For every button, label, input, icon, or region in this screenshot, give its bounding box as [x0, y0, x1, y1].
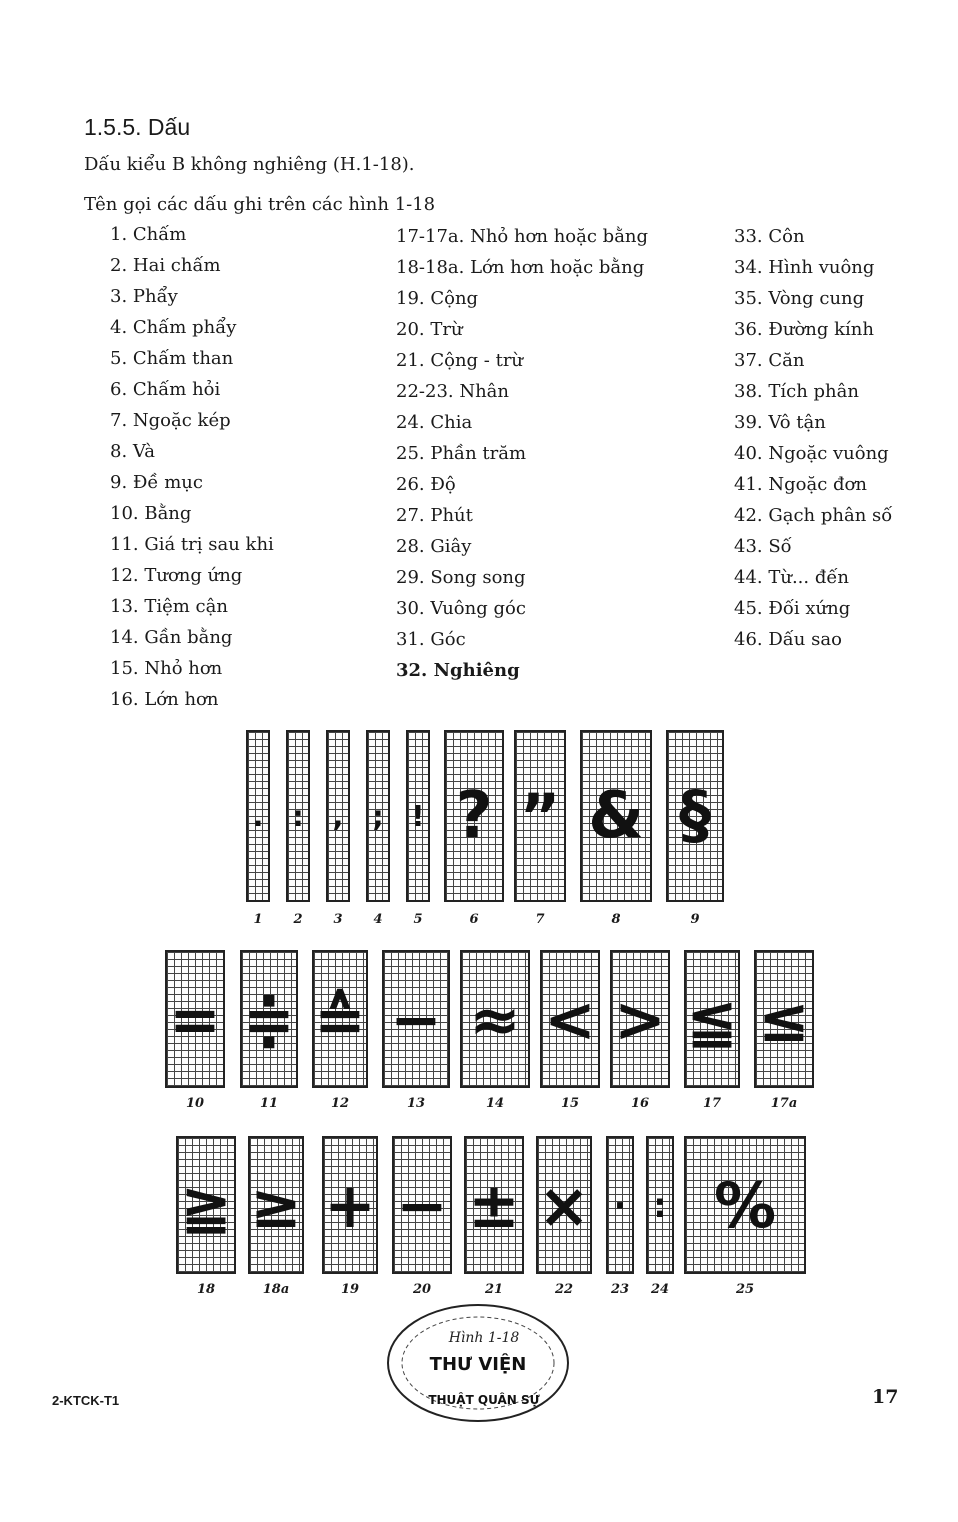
symbol-number-label: 6	[469, 912, 479, 927]
symbol-number-label: 20	[412, 1282, 432, 1297]
stamp-bottom-text: THUẬT QUÂN SỰ	[428, 1393, 540, 1407]
name-list-item: 18-18a. Lớn hơn hoặc bằng	[396, 257, 645, 278]
symbol-grid-cell	[754, 950, 814, 1088]
symbol-number-label: 8	[611, 912, 621, 927]
name-list-item: 34. Hình vuông	[734, 257, 875, 278]
stamp-figure-text: Hình 1-18	[448, 1330, 520, 1346]
symbol-number-label: 4	[373, 912, 383, 927]
name-list-item: 12. Tương ứng	[110, 565, 243, 586]
symbol-number-label: 12	[330, 1096, 350, 1111]
symbol-number-label: 21	[484, 1282, 504, 1297]
name-list-item: 30. Vuông góc	[396, 598, 526, 619]
name-list-item: 9. Đề mục	[110, 472, 203, 493]
symbol-grid-cell	[248, 1136, 304, 1274]
symbol-grid-cell	[684, 950, 740, 1088]
symbol-grid-cell	[366, 730, 390, 902]
name-list-item: 29. Song song	[396, 567, 526, 588]
symbol-number-label: 17	[702, 1096, 722, 1111]
symbol-grid-cell	[444, 730, 504, 902]
name-list-item: 19. Cộng	[396, 288, 479, 309]
name-list-item: 14. Gần bằng	[110, 627, 233, 648]
symbol-number-label: 10	[185, 1096, 205, 1111]
name-list-item: 15. Nhỏ hơn	[110, 658, 223, 679]
symbol-number-label: 18a	[262, 1282, 290, 1297]
symbol-glyph: ≈	[469, 982, 521, 1056]
symbol-grid-cell	[286, 730, 310, 902]
name-list-item: 17-17a. Nhỏ hơn hoặc bằng	[396, 226, 649, 247]
name-list-item: 44. Từ... đến	[734, 567, 850, 588]
symbol-grid-cell	[666, 730, 724, 902]
symbol-glyph: §	[679, 779, 711, 853]
name-list-item: 7. Ngoặc kép	[110, 410, 231, 431]
name-list-item: 5. Chấm than	[110, 348, 234, 369]
intro-line: Dấu kiểu B không nghiêng (H.1-18).	[84, 154, 415, 175]
symbol-grid-cell	[165, 950, 225, 1088]
name-list-item: 28. Giây	[396, 536, 472, 557]
symbol-number-label: 19	[340, 1282, 360, 1297]
symbol-number-label: 18	[196, 1282, 216, 1297]
symbol-grid-cell	[540, 950, 600, 1088]
symbol-glyph: ×	[538, 1168, 590, 1242]
symbol-grid-cell	[322, 1136, 378, 1274]
name-list-item: 6. Chấm hỏi	[110, 379, 221, 400]
stamp-library-text: THƯ VIỆN	[429, 1354, 527, 1375]
name-list-item: 24. Chia	[396, 412, 473, 433]
names-column-1	[110, 219, 274, 715]
symbol-glyph: ·	[613, 1185, 627, 1225]
name-list-item: 26. Độ	[396, 474, 456, 495]
symbol-grid-cell	[580, 730, 652, 902]
symbol-glyph: &	[588, 779, 644, 853]
symbol-grid-cell	[460, 950, 530, 1088]
symbol-number-label: 22	[554, 1282, 574, 1297]
name-list-item: 32. Nghiêng	[396, 660, 520, 681]
symbol-grid-cell	[464, 1136, 524, 1274]
footer-code: 2-KTCK-T1	[52, 1393, 120, 1408]
symbol-number-label: 16	[630, 1096, 650, 1111]
name-list-item: 3. Phẩy	[110, 286, 178, 307]
name-list-item: 4. Chấm phẩy	[110, 317, 237, 338]
symbol-grid-cell	[606, 1136, 634, 1274]
name-list-item: 31. Góc	[396, 629, 466, 650]
symbol-grid-cell	[326, 730, 350, 902]
name-list-item: 46. Dấu sao	[734, 629, 842, 650]
symbol-grid-cell	[684, 1136, 806, 1274]
symbol-glyph: :	[292, 799, 304, 833]
name-list-item: 13. Tiệm cận	[110, 596, 228, 617]
symbol-glyph: ≦	[686, 982, 738, 1056]
names-column-3	[734, 221, 892, 655]
symbol-number-label: 14	[485, 1096, 505, 1111]
names-column-2	[396, 221, 648, 686]
name-list-item: 27. Phút	[396, 505, 473, 526]
symbol-number-label: 7	[535, 912, 545, 927]
name-list-item: 43. Số	[734, 536, 792, 557]
symbol-glyph: !	[411, 799, 425, 833]
symbol-glyph: ”	[519, 779, 561, 853]
name-list-item: 2. Hai chấm	[110, 255, 221, 276]
symbol-number-label: 1	[253, 912, 263, 927]
symbol-number-label: 9	[690, 912, 700, 927]
name-list-item: 45. Đối xứng	[734, 598, 851, 619]
symbol-glyph: =	[169, 982, 221, 1056]
symbol-grid-cell	[406, 730, 430, 902]
symbol-grid-cell	[646, 1136, 674, 1274]
symbol-number-label: 23	[610, 1282, 630, 1297]
symbol-grid-cell	[382, 950, 450, 1088]
symbol-glyph: ≑	[243, 982, 295, 1056]
symbol-number-label: 13	[406, 1096, 426, 1111]
name-list-item: 11. Giá trị sau khi	[110, 534, 274, 555]
page-number: 17	[872, 1386, 899, 1408]
name-list-item: 10. Bằng	[110, 503, 192, 524]
symbol-number-label: 25	[735, 1282, 755, 1297]
symbol-glyph: :	[653, 1185, 667, 1225]
symbol-number-label: 5	[413, 912, 423, 927]
symbol-grid-cell	[312, 950, 368, 1088]
symbol-grid-cell	[610, 950, 670, 1088]
symbol-number-label: 17a	[770, 1096, 798, 1111]
name-list-item: 38. Tích phân	[734, 381, 859, 402]
symbol-number-label: 2	[293, 912, 303, 927]
symbol-glyph: <	[544, 982, 596, 1056]
name-list-item: 37. Căn	[734, 350, 805, 371]
names-caption: Tên gọi các dấu ghi trên các hình 1-18	[84, 194, 436, 215]
symbol-glyph: ≙	[314, 982, 366, 1056]
symbol-grid-cell	[514, 730, 566, 902]
symbol-grid-cell	[536, 1136, 592, 1274]
name-list-item: 20. Trừ	[396, 319, 463, 340]
symbol-number-label: 15	[560, 1096, 580, 1111]
symbol-glyph: ;	[372, 799, 384, 833]
name-list-item: 40. Ngoặc vuông	[734, 443, 889, 464]
name-list-item: 8. Và	[110, 441, 155, 462]
name-list-item: 16. Lớn hơn	[110, 689, 219, 710]
symbol-grid-cell	[240, 950, 298, 1088]
name-list-item: 22-23. Nhân	[396, 381, 510, 402]
name-list-item: 36. Đường kính	[734, 319, 874, 340]
symbol-glyph: ≥	[250, 1168, 302, 1242]
name-list-item: 42. Gạch phân số	[734, 505, 893, 526]
section-heading: 1.5.5. Dấu	[84, 114, 191, 140]
name-list-item: 21. Cộng - trừ	[396, 350, 524, 371]
symbol-glyph: −	[390, 982, 442, 1056]
name-list-item: 39. Vô tận	[734, 412, 826, 433]
symbol-grid-cell	[176, 1136, 236, 1274]
symbol-number-label: 11	[259, 1096, 279, 1111]
symbol-grid-cell	[392, 1136, 452, 1274]
symbol-glyph: −	[396, 1168, 448, 1242]
name-list-item: 33. Côn	[734, 226, 805, 247]
name-list-item: 35. Vòng cung	[734, 288, 865, 309]
symbol-glyph: .	[252, 799, 264, 833]
symbol-number-label: 24	[650, 1282, 670, 1297]
symbol-glyph: %	[713, 1168, 777, 1242]
symbol-glyph: ±	[468, 1168, 520, 1242]
symbol-glyph: >	[614, 982, 666, 1056]
symbol-grid-cell	[246, 730, 270, 902]
symbol-glyph: ,	[332, 799, 344, 833]
symbol-glyph: ≤	[758, 982, 810, 1056]
name-list-item: 1. Chấm	[110, 224, 187, 245]
symbol-number-label: 3	[333, 912, 343, 927]
symbol-glyph: ≧	[180, 1168, 232, 1242]
name-list-item: 25. Phần trăm	[396, 443, 527, 464]
symbol-glyph: +	[324, 1168, 376, 1242]
library-stamp	[384, 1300, 572, 1426]
name-list-item: 41. Ngoặc đơn	[734, 474, 867, 495]
symbol-glyph: ?	[455, 779, 493, 853]
